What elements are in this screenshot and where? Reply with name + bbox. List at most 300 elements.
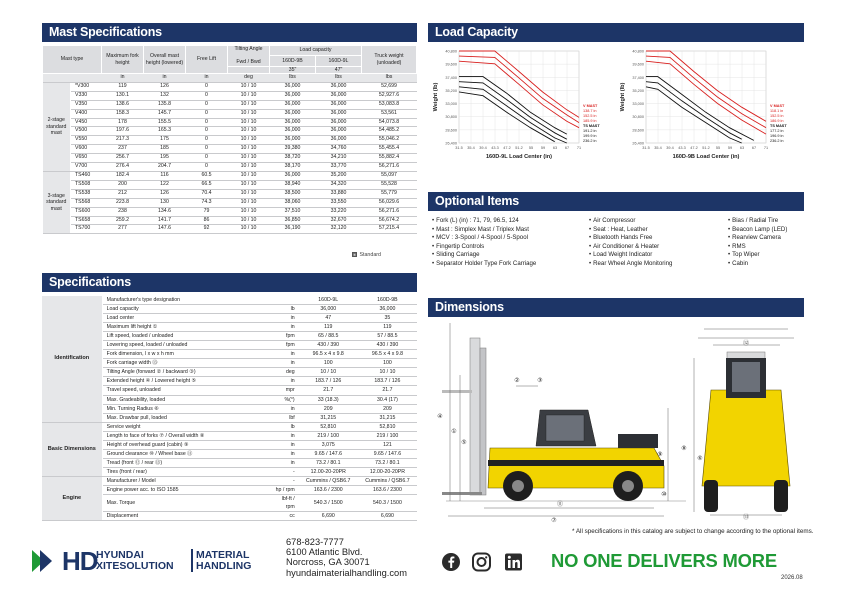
mast-row <box>43 180 417 189</box>
spec-value-9b: 73.2 / 80.1 <box>358 458 417 467</box>
mast-cell: 10 / 10 <box>228 154 270 163</box>
spec-value-9b: 119 <box>358 323 417 332</box>
mast-row <box>43 154 417 163</box>
y-tick-label: 40,800 <box>632 49 644 54</box>
mast-row <box>43 136 417 145</box>
mast-cell: 0 <box>186 82 228 91</box>
spec-item: Displacement <box>102 512 272 521</box>
mast-row <box>43 225 417 234</box>
legend-entry: 138.7 in <box>583 109 597 113</box>
y-axis-label: Weight (lb) <box>433 82 439 112</box>
brand-name <box>96 550 174 572</box>
mast-cell: 185 <box>144 145 186 154</box>
spec-value-9l: 219 / 100 <box>299 431 358 440</box>
spec-item: Tread (front ⑫ / rear ⑬) <box>102 458 272 467</box>
spec-item: Length to face of forks ⑦ / Overall width ⑧ <box>102 431 272 440</box>
spec-unit: hp / rpm <box>273 485 299 494</box>
mast-cell: 10 / 10 <box>228 216 270 225</box>
mast-row <box>43 91 417 100</box>
brand-division-1: MATERIAL <box>196 549 250 561</box>
spec-value-9l: 430 / 390 <box>299 341 358 350</box>
dimension-label: ⑧ <box>681 446 687 452</box>
mast-cell: 182.4 <box>102 171 144 180</box>
optional-item: • Separator Holder Type Fork Carriage <box>432 260 536 269</box>
mast-cell: 33,550 <box>316 198 362 207</box>
mast-cell: 10 / 10 <box>228 100 270 109</box>
unit-cell: in <box>186 74 228 83</box>
spec-value-9b: 121 <box>358 440 417 449</box>
mast-cell: 10 / 10 <box>228 207 270 216</box>
mast-cell: 126 <box>144 82 186 91</box>
spec-item: Extended height ④ / Lowered height ⑤ <box>102 377 272 386</box>
dimensions-heading: Dimensions <box>428 298 804 317</box>
facebook-icon[interactable] <box>442 553 460 571</box>
mast-cell: 79 <box>186 207 228 216</box>
legend-entry: 118.1 in <box>770 109 784 113</box>
spec-value-9b: 31,215 <box>358 413 417 422</box>
y-tick-label: 26,400 <box>445 141 457 146</box>
spec-unit <box>273 296 299 305</box>
optional-item: • RMS <box>728 243 787 252</box>
spec-value-9b: 6,690 <box>358 512 417 521</box>
model-2-header: 160D-9L <box>316 56 362 66</box>
mast-cell: 36,000 <box>316 82 362 91</box>
spec-value-9l: 31,215 <box>299 413 358 422</box>
mast-cell: 38,720 <box>270 154 316 163</box>
dimension-label: ⑥ <box>697 456 703 462</box>
spec-value-9b: 35 <box>358 314 417 323</box>
mast-cell: 34,760 <box>316 145 362 154</box>
dimension-label: ③ <box>537 378 543 384</box>
angle-1-header: 35" <box>270 66 316 74</box>
standard-mark: ※ <box>352 252 357 257</box>
mast-cell: 178 <box>102 118 144 127</box>
x-tick-label: 39.4 <box>666 146 674 150</box>
mast-cell: 56,271.6 <box>362 207 417 216</box>
spec-unit: - <box>273 476 299 485</box>
spec-item: Engine power acc. to ISO 1585 <box>102 485 272 494</box>
x-tick-label: 67 <box>751 146 757 150</box>
y-tick-label: 28,600 <box>632 128 644 133</box>
mast-specifications-heading: Mast Specifications <box>42 23 417 42</box>
mast-cell: 36,000 <box>270 136 316 145</box>
spec-category: Engine <box>42 476 102 520</box>
tilting-label: Tilting Angle <box>234 46 263 52</box>
legend-entry: V MAST <box>583 104 598 108</box>
x-tick-label: 55 <box>528 146 534 150</box>
spec-unit: in <box>273 359 299 368</box>
mast-cell: 145.7 <box>144 109 186 118</box>
x-tick-label: 47.2 <box>690 146 698 150</box>
mast-cell: 55,882.4 <box>362 154 417 163</box>
mast-name-cell: V450 <box>71 118 102 127</box>
mast-cell: 35,200 <box>316 171 362 180</box>
unit-cell: lbs <box>362 74 417 83</box>
spec-item: Lowering speed, loaded / unloaded <box>102 341 272 350</box>
mast-cell: 55,779 <box>362 189 417 198</box>
brand-division-2: HANDLING <box>196 560 252 572</box>
mast-name-cell: TS600 <box>71 207 102 216</box>
chart-svg <box>618 45 804 170</box>
mast-cell: 36,000 <box>316 91 362 100</box>
legend-entry: 177.2 in <box>770 129 784 133</box>
y-tick-label: 37,400 <box>445 75 457 80</box>
mast-cell: 55,455.4 <box>362 145 417 154</box>
spec-value-9l: 163.6 / 2300 <box>299 485 358 494</box>
mast-cell: 55,528 <box>362 180 417 189</box>
mast-cell: 36,190 <box>270 225 316 234</box>
spec-value-9l: 209 <box>299 404 358 413</box>
brand-division <box>196 550 251 572</box>
y-tick-label: 40,800 <box>445 49 457 54</box>
y-tick-label: 28,600 <box>445 128 457 133</box>
optional-items-column-1 <box>432 217 536 269</box>
optional-item: • Rear Wheel Angle Monitoring <box>589 260 672 269</box>
spec-value-9b: 430 / 390 <box>358 341 417 350</box>
legend-entry: 196.9 in <box>770 134 784 138</box>
mast-cell: 10 / 10 <box>228 127 270 136</box>
x-tick-label: 63 <box>739 146 745 150</box>
spec-value-9l: 33 (18.3) <box>299 395 358 404</box>
dimensions-note: * All specifications in this catalog are subject to change according to the optional items. <box>572 528 814 535</box>
optional-item: • Sliding Carriage <box>432 251 536 260</box>
spec-item: Tires (front / rear) <box>102 467 272 476</box>
optional-item: • Cabin <box>728 260 787 269</box>
mast-row <box>43 118 417 127</box>
spec-item: Fork carriage width ⑬ <box>102 359 272 368</box>
spec-item: Load center <box>102 314 272 323</box>
mast-cell: 32,670 <box>316 216 362 225</box>
mast-row <box>43 198 417 207</box>
legend-entry: 236.2 in <box>770 139 784 143</box>
mast-name-cell: V400 <box>71 109 102 118</box>
spec-item: Ground clearance ⑩ / Wheel base ⑪ <box>102 449 272 458</box>
spec-unit: lbf <box>273 413 299 422</box>
hyundai-logo <box>30 546 265 578</box>
website-link[interactable]: hyundaimaterialhandling.com <box>286 567 407 578</box>
mast-cell: 132 <box>144 91 186 100</box>
spec-value-9b: 36,000 <box>358 305 417 314</box>
model-1-header: 160D-9B <box>270 56 316 66</box>
spec-unit: cc <box>273 512 299 521</box>
unit-cell: lbs <box>316 74 362 83</box>
spec-row <box>42 296 417 305</box>
mast-name-cell: V550 <box>71 136 102 145</box>
x-tick-label: 31.5 <box>455 146 463 150</box>
mast-cell: 86 <box>186 216 228 225</box>
spec-unit: in <box>273 377 299 386</box>
mast-cell: 70.4 <box>186 189 228 198</box>
mast-cell: 122 <box>144 180 186 189</box>
spec-unit: lb <box>273 422 299 431</box>
dimension-label: ④ <box>437 414 443 420</box>
chart-svg <box>431 45 617 170</box>
mast-cell: 175 <box>144 136 186 145</box>
mast-name-cell: TS508 <box>71 180 102 189</box>
unit-cell: deg <box>228 74 270 83</box>
y-tick-label: 33,000 <box>445 102 457 107</box>
mast-row <box>43 207 417 216</box>
optional-item: • Mast : Simplex Mast / Triplex Mast <box>432 226 536 235</box>
phone[interactable]: 678-823-7777 <box>286 537 344 547</box>
spec-item: Max. Drawbar pull, loaded <box>102 413 272 422</box>
x-tick-label: 35.4 <box>467 146 475 150</box>
spec-item: Service weight <box>102 422 272 431</box>
mast-cell: 33,220 <box>316 207 362 216</box>
spec-value-9b: 57 / 88.5 <box>358 332 417 341</box>
spec-value-9l: 119 <box>299 323 358 332</box>
spec-unit: in <box>273 350 299 359</box>
mast-cell: 158.3 <box>102 109 144 118</box>
max-fork-height-header: Maximum fork height <box>102 46 144 74</box>
mast-cell: 0 <box>186 127 228 136</box>
mast-cell: 0 <box>186 163 228 172</box>
forklift-dimension-svg <box>428 318 804 523</box>
dimension-label: ① <box>451 429 457 435</box>
optional-item: • Air Conditioner & Heater <box>589 243 672 252</box>
spec-value-9l: 6,690 <box>299 512 358 521</box>
unit-cell: in <box>102 74 144 83</box>
spec-item: Max. Torque <box>102 495 272 512</box>
brand-hd: HD <box>62 546 98 576</box>
brand-divider <box>191 549 193 572</box>
mast-cell: 55,046.2 <box>362 136 417 145</box>
linkedin-icon[interactable] <box>505 554 522 571</box>
mast-cell: 277 <box>102 225 144 234</box>
dimension-label: ⑩ <box>661 492 667 498</box>
mast-cell: 0 <box>186 145 228 154</box>
spec-unit: fpm <box>273 341 299 350</box>
mast-cell: 36,000 <box>316 100 362 109</box>
dimension-label: ⑤ <box>461 440 467 446</box>
mast-cell: 276.4 <box>102 163 144 172</box>
mast-row <box>43 145 417 154</box>
mast-cell: 0 <box>186 100 228 109</box>
y-tick-label: 33,000 <box>632 102 644 107</box>
spec-value-9l: 12.00-20-20PR <box>299 467 358 476</box>
mast-cell: 36,000 <box>316 127 362 136</box>
x-tick-label: 55 <box>715 146 721 150</box>
spec-unit: mpr <box>273 386 299 395</box>
mast-cell: 238 <box>102 207 144 216</box>
mast-cell: 36,000 <box>270 118 316 127</box>
mast-cell: 10 / 10 <box>228 91 270 100</box>
y-tick-label: 39,600 <box>632 62 644 67</box>
spec-unit: - <box>273 467 299 476</box>
mast-cell: 134.6 <box>144 207 186 216</box>
x-tick-label: 71 <box>576 146 582 150</box>
spec-value-9l: 160D-9L <box>299 296 358 305</box>
mast-cell: 141.7 <box>144 216 186 225</box>
overall-height-header: Overall mast height (lowered) <box>144 46 186 74</box>
spec-value-9l: 3,075 <box>299 440 358 449</box>
mast-cell: 0 <box>186 118 228 127</box>
legend-entry: 152.5 in <box>770 114 784 118</box>
spec-value-9l: 183.7 / 126 <box>299 377 358 386</box>
x-tick-label: 71 <box>763 146 769 150</box>
optional-item: • Air Compressor <box>589 217 672 226</box>
load-chart-160d-9l <box>431 45 617 170</box>
mast-cell: 39,380 <box>270 145 316 154</box>
spec-value-9b: 219 / 100 <box>358 431 417 440</box>
specifications-table <box>42 296 417 521</box>
brand-line-2: XITESOLUTION <box>96 560 174 572</box>
mast-name-cell: TS538 <box>71 189 102 198</box>
mast-cell: 52,927.6 <box>362 91 417 100</box>
slogan: NO ONE DELIVERS MORE <box>551 550 777 571</box>
y-axis-label: Weight (lb) <box>620 82 626 112</box>
mast-row <box>43 171 417 180</box>
mast-cell: 34,320 <box>316 180 362 189</box>
mast-cell: 36,000 <box>316 136 362 145</box>
standard-note <box>352 252 381 258</box>
mast-cell: 36,000 <box>270 82 316 91</box>
mast-cell: 130 <box>144 198 186 207</box>
spec-value-9b: 96.5 x 4 x 9.8 <box>358 350 417 359</box>
spec-value-9l: 73.2 / 80.1 <box>299 458 358 467</box>
load-capacity-header: Load capacity <box>270 46 362 56</box>
spec-item: Manufacturer / Model <box>102 476 272 485</box>
specifications-heading: Specifications <box>42 273 417 292</box>
y-tick-label: 30,800 <box>632 115 644 120</box>
spec-value-9l: 47 <box>299 314 358 323</box>
mast-cell: 54,073.8 <box>362 118 417 127</box>
mast-units-row <box>43 74 417 83</box>
dimension-label: ⑪ <box>556 502 564 508</box>
dimension-label: ⑫ <box>742 341 750 347</box>
mast-specifications-table <box>42 45 417 234</box>
spec-unit: in <box>273 314 299 323</box>
mast-cell: 36,850 <box>270 216 316 225</box>
spec-unit: in <box>273 449 299 458</box>
mast-cell: 259.2 <box>102 216 144 225</box>
legend-entry: 191.2 in <box>583 129 597 133</box>
mast-cell: 33,770 <box>316 163 362 172</box>
optional-items-heading: Optional Items <box>428 192 804 211</box>
x-tick-label: 43.3 <box>678 146 686 150</box>
load-capacity-heading: Load Capacity <box>428 23 804 42</box>
dimension-label: ⑨ <box>657 452 663 458</box>
x-tick-label: 63 <box>552 146 558 150</box>
spec-value-9b: Cummins / QSB6.7 <box>358 476 417 485</box>
mast-cell: 57,215.4 <box>362 225 417 234</box>
mast-cell: 130.1 <box>102 91 144 100</box>
spec-value-9b: 9.65 / 147.6 <box>358 449 417 458</box>
mast-cell: 56,674.2 <box>362 216 417 225</box>
legend-entry: 236.2 in <box>583 139 597 143</box>
mast-cell: 52,699 <box>362 82 417 91</box>
contact-block <box>286 537 407 578</box>
mast-cell: 36,000 <box>316 118 362 127</box>
mast-cell: 55,097 <box>362 171 417 180</box>
spec-unit: deg <box>273 368 299 377</box>
optional-item: • Beacon Lamp (LED) <box>728 226 787 235</box>
mast-cell: 53,561 <box>362 109 417 118</box>
x-tick-label: 47.2 <box>503 146 511 150</box>
unit-cell <box>43 74 102 83</box>
mast-row <box>43 127 417 136</box>
instagram-icon[interactable] <box>473 554 490 571</box>
angle-2-header: 47" <box>316 66 362 74</box>
unit-cell: lbs <box>270 74 316 83</box>
legend-entry: V MAST <box>770 104 785 108</box>
spec-value-9l: 36,000 <box>299 305 358 314</box>
mast-name-cell: V500 <box>71 127 102 136</box>
optional-items-column-3 <box>728 217 787 269</box>
spec-value-9l: 21.7 <box>299 386 358 395</box>
free-lift-header: Free Lift <box>186 46 228 74</box>
spec-value-9b: 209 <box>358 404 417 413</box>
spec-item: Tilting Angle (forward ② / backward ③) <box>102 368 272 377</box>
truck-weight-header: Truck weight (unloaded) <box>362 46 417 74</box>
mast-cell: 54,485.2 <box>362 127 417 136</box>
mast-cell: 10 / 10 <box>228 82 270 91</box>
legend-entry: 199.9 in <box>583 134 597 138</box>
mast-name-cell: *V300 <box>71 82 102 91</box>
mast-cell: 32,120 <box>316 225 362 234</box>
spec-item: Max. Gradeability, loaded <box>102 395 272 404</box>
mast-row <box>43 163 417 172</box>
optional-item: • Bluetooth Hands Free <box>589 234 672 243</box>
mast-cell: 36,000 <box>270 127 316 136</box>
mast-name-cell: V700 <box>71 163 102 172</box>
optional-items-column-2 <box>589 217 672 269</box>
mast-cell: 53,083.8 <box>362 100 417 109</box>
mast-name-cell: TS700 <box>71 225 102 234</box>
mast-cell: 74.3 <box>186 198 228 207</box>
x-tick-label: 59 <box>727 146 733 150</box>
legend-entry: TS MAST <box>583 124 600 128</box>
optional-item: • Seat : Heat, Leather <box>589 226 672 235</box>
mast-cell: 10 / 10 <box>228 180 270 189</box>
mast-cell: 126 <box>144 189 186 198</box>
mast-cell: 217.3 <box>102 136 144 145</box>
mast-cell: 165.3 <box>144 127 186 136</box>
mast-cell: 138.6 <box>102 100 144 109</box>
mast-cell: 36,000 <box>316 109 362 118</box>
dimension-label: ⑦ <box>551 518 557 523</box>
spec-item: Manufacturer's type designation <box>102 296 272 305</box>
mast-cell: 10 / 10 <box>228 145 270 154</box>
mast-cell: 147.6 <box>144 225 186 234</box>
mast-cell: 0 <box>186 136 228 145</box>
spec-value-9l: 65 / 88.5 <box>299 332 358 341</box>
x-axis-label: 160D-9B Load Center (in) <box>672 154 740 160</box>
spec-value-9b: 52,810 <box>358 422 417 431</box>
mast-cell: 10 / 10 <box>228 109 270 118</box>
mast-type-header: Mast type <box>43 46 102 74</box>
social-icons <box>441 552 526 572</box>
mast-cell: 256.7 <box>102 154 144 163</box>
mast-group-label: 3-stage standard mast <box>43 171 71 233</box>
legend-entry: 186.9 in <box>770 119 784 123</box>
mast-name-cell: V600 <box>71 145 102 154</box>
spec-value-9l: 540.3 / 1500 <box>299 495 358 512</box>
spec-row <box>42 422 417 431</box>
mast-group-label: 2-stage standard mast <box>43 82 71 171</box>
mast-row <box>43 100 417 109</box>
dimension-label: ⑬ <box>742 515 750 521</box>
date-code: 2026.08 <box>781 575 803 581</box>
mast-cell: 204.7 <box>144 163 186 172</box>
mast-cell: 200 <box>102 180 144 189</box>
mast-cell: 34,210 <box>316 154 362 163</box>
mast-cell: 119 <box>102 82 144 91</box>
mast-cell: 38,500 <box>270 189 316 198</box>
spec-value-9b: 30.4 (17) <box>358 395 417 404</box>
spec-category: Identification <box>42 296 102 422</box>
brand-line-1: HYUNDAI <box>96 549 144 561</box>
